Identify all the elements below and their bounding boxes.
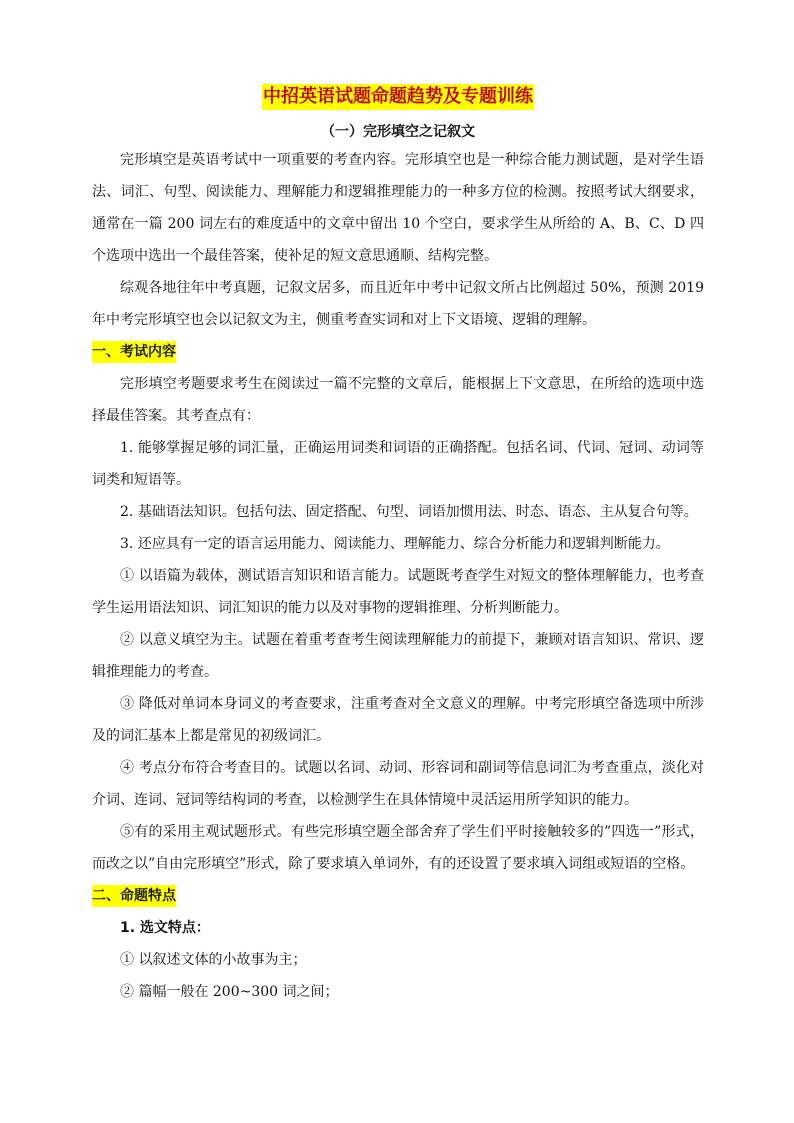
document-body bbox=[92, 84, 704, 1008]
paragraph: 完形填空考题要求考生在阅读过一篇不完整的文章后，能根据上下文意思，在所给的选项中选择最佳答案。其考查点有： bbox=[92, 376, 704, 424]
list-item: 3. 还应具有一定的语言运用能力、阅读能力、理解能力、综合分析能力和逻辑判断能力。 bbox=[120, 536, 670, 552]
section-2 bbox=[92, 880, 704, 1008]
intro-paragraph-1: 完形填空是英语考试中一项重要的考查内容。完形填空也是一种综合能力测试题，是对学生语法、词汇、句型、阅读能力、理解能力和逻辑推理能力的一种多方位的检测。按照考试大纲要求，通常在一篇 200 词左右的难度适中的文章中留出 10 个空白，要求学生从所给的 A、B、C、D 四个选项中选出一个最佳答案，使补足的短文意思通顺、结构完整。 bbox=[92, 152, 704, 264]
page-title: 中招英语试题命题趋势及专题训练 bbox=[262, 84, 534, 110]
list-item: ② 篇幅一般在 200~300 词之间； bbox=[120, 984, 339, 1000]
list-item: 2. 基础语法知识。包括句法、固定搭配、句型、词语加惯用法、时态、语态、主从复合句等。 bbox=[120, 504, 698, 520]
list-item: ① 以语篇为载体，测试语言知识和语言能力。试题既考查学生对短文的整体理解能力，也考查学生运用语法知识、词汇知识的能力以及对事物的逻辑推理、分析判断能力。 bbox=[92, 568, 704, 616]
section-heading-exam-content: 一、考试内容 bbox=[92, 341, 176, 363]
list-item: ① 以叙述文体的小故事为主； bbox=[120, 952, 307, 968]
list-item: ⑤有的采用主观试题形式。有些完形填空题全部舍弃了学生们平时接触较多的”四选一”形式，而改之以”自由完形填空”形式，除了要求填入单词外，有的还设置了要求填入词组或短语的空格。 bbox=[92, 824, 704, 872]
section-heading-features: 二、命题特点 bbox=[92, 885, 176, 907]
list-item: ② 以意义填空为主。试题在着重考查考生阅读理解能力的前提下，兼顾对语言知识、常识、逻辑推理能力的考查。 bbox=[92, 632, 704, 680]
list-item: 1. 能够掌握足够的词汇量，正确运用词类和词语的正确搭配。包括名词、代词、冠词、动词等词类和短语等。 bbox=[92, 440, 704, 488]
intro-paragraph-2: 综观各地往年中考真题，记叙文居多，而且近年中考中记叙文所占比例超过 50%，预测 2019 年中考完形填空也会以记叙文为主，侧重考查实词和对上下文语境、逻辑的理解。 bbox=[92, 280, 704, 328]
subtitle: （一）完形填空之记叙文 bbox=[321, 124, 475, 140]
list-item: ③ 降低对单词本身词义的考查要求，注重考查对全文意义的理解。中考完形填空备选项中所涉及的词汇基本上都是常见的初级词汇。 bbox=[92, 696, 704, 744]
sub-heading: 1. 选文特点： bbox=[120, 920, 210, 936]
section-1 bbox=[92, 336, 704, 880]
list-item: ④ 考点分布符合考查目的。试题以名词、动词、形容词和副词等信息词汇为考查重点，淡化对介词、连词、冠词等结构词的考查，以检测学生在具体情境中灵活运用所学知识的能力。 bbox=[92, 760, 704, 808]
title-block bbox=[92, 84, 704, 114]
